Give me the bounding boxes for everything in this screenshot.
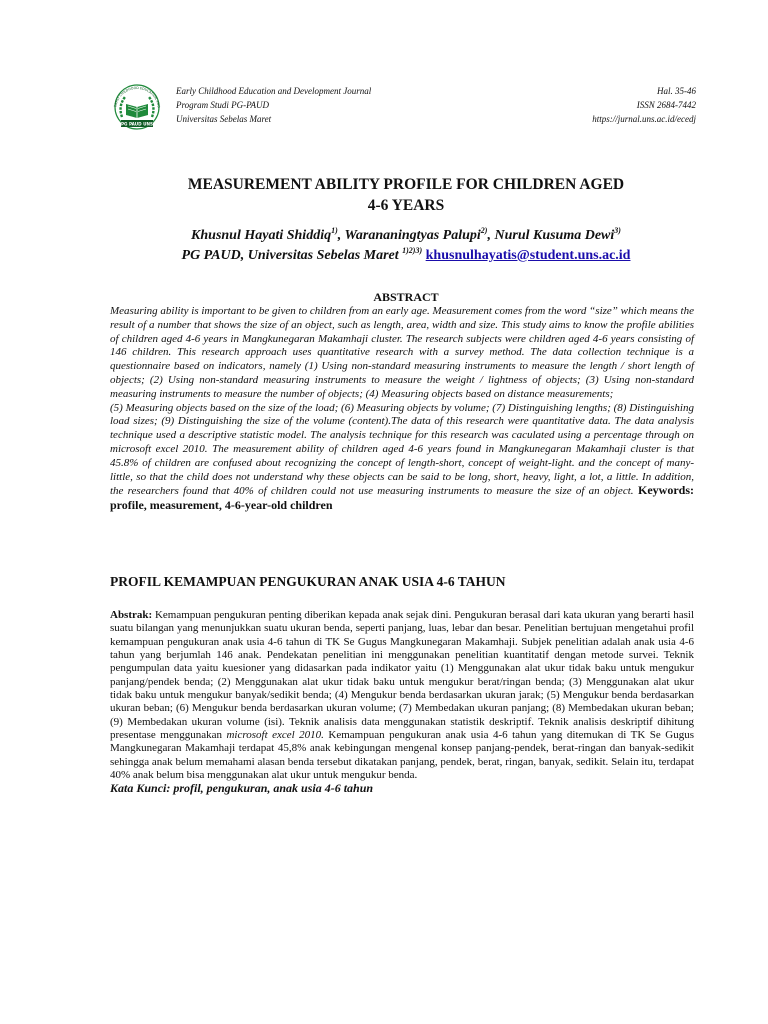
author-2: Warananingtyas Palupi [344,228,481,243]
author-2-marker: 2) [480,226,488,235]
abstrak-label: Abstrak: [110,609,153,621]
indonesian-text-2: Kemampuan pengukuran anak usia 4-6 tahun yang ditemukan di TK Se Gugus Mangkunegaran Makamhaji terdapat 45,8% anak kebingungan mengenal konsep panjang-pendek, berat-ringan dan banyak-sedikit sehingga anak belum memahami alasan benda tersebut dikatakan panjang, pendek, berat, ringan, banyak, sedikit. Selain itu, terdapat 40% anak belum bisa menggunakan alat ukur untuk mengukur benda. [110,729,695,782]
logo-ribbon-text: PG PAUD UNS [120,121,154,127]
issn: ISSN 2684-7442 [636,100,696,110]
author-3: Nurul Kusuma Dewi [494,228,615,243]
book-laurel-icon [108,84,166,132]
affiliation-line [108,246,704,266]
paper-title [108,174,704,216]
abstract-paragraph-2-text: (5) Measuring objects based on the size of the load; (6) Measuring objects by volume; (7) Distinguishing lengths; (8) Distinguishing load sizes; (9) Distinguishing the size of the volume (content).The data of this research were quantitative data. The data analysis technique used a descriptive statistic model. The analysis technique for this research was caculated using a percentage through on microsoft excel 2010. The measurement ability of children aged 4-6 years found in Mangkunegaran Makamhaji cluster is that 45.8% of children are confused about recognizing the concept of length-short, concept of weight-light. and the concept of many-little, so that the child does not understand why these objects can be said to be long, short, heavy, light, a lot, a little. In addition, the researchers found that 40% of children could not use measuring instruments to measure the size of an object. [110,401,694,498]
university-name: Universitas Sebelas Maret [176,114,272,124]
journal-name: Early Childhood Education and Development Journal [176,86,372,96]
indonesian-abstract [110,609,694,796]
english-keywords: Keywords: profile, measurement, 4-6-year-old children [110,483,694,513]
abstract-heading: ABSTRACT [373,290,439,304]
affiliation-markers: 1)2)3) [402,246,423,255]
journal-info-right [592,84,696,126]
author-separator: , [337,228,345,243]
journal-logo [108,84,166,132]
author-1: Khusnul Hayati Shiddiq [191,228,332,243]
author-line [108,226,704,246]
affiliation: PG PAUD, Universitas Sebelas Maret [181,248,403,263]
journal-url: https://jurnal.uns.ac.id/ecedj [592,114,696,124]
journal-header [108,84,696,132]
title-line-1: MEASUREMENT ABILITY PROFILE FOR CHILDREN AGED [187,176,625,193]
abstract-paragraph-2 [110,402,694,514]
indonesian-title: PROFIL KEMAMPUAN PENGUKURAN ANAK USIA 4-6 TAHUN [110,574,506,589]
program-name: Program Studi PG-PAUD [176,100,269,110]
page-range: Hal. 35-46 [657,86,696,96]
author-3-marker: 3) [614,226,621,235]
abstract-paragraph-1: Measuring ability is important to be given to children from an early age. Measurement comes from the word “size” which means the result of a number that shows the size of an object, such as length, area, width and size. This study aims to know the profile abilities of children aged 4-6 years in Mangkunegaran Makamhaji cluster. The research subjects were children aged 4-6 years consisting of 146 children. This research approach uses quantitative research with a survey method. The data collection technique is a questionnaire based on indicators, namely (1) Using non-standard measuring instruments to measure the length / short length of objects; (2) Using non-standard measuring instruments to measure the weight / lightness of objects; (3) Using non-standard measuring instruments to measure the number of objects; (4) Measuring objects based on distance measurements; [110,305,694,400]
logo-arc-text: EARLY CHILDHOOD EDUCATION AND [113,85,161,109]
journal-info-left [176,84,371,126]
author-separator: , [487,228,495,243]
author-email-link[interactable]: khusnulhayatis@student.uns.ac.id [425,248,631,263]
english-abstract [110,305,694,514]
author-block [108,226,704,266]
author-1-marker: 1) [331,226,338,235]
title-line-2: 4-6 YEARS [367,197,445,214]
indonesian-text-1: Kemampuan pengukuran penting diberikan kepada anak sejak dini. Pengukuran berasal dari kata ukuran yang berarti hasil suatu bilangan yang menunjukkan suatu ukuran benda, seperti panjang, luas, lebar dan besar. Penelitian bertujuan mengetahui profil kemampuan pengukuran anak usia 4-6 tahun di TK Se Gugus Mangkunegaran Makamhaji. Subjek penelitian adalah anak usia 4-6 tahun yang berjumlah 146 anak. Pendekatan penelitian ini menggunakan penelitian kuantitatif dengan metode survei. Teknik pengumpulan data yaitu kuesioner yang didasarkan pada indikator yaitu (1) Menggunakan alat ukur tidak baku untuk mengukur panjang/pendek benda; (2) Menggunakan alat ukur tidak baku untuk mengukur berat/ringan benda; (3) Menggunakan alat ukur tidak baku untuk mengukur banyak/sedikit benda; (4) Mengukur benda berdasarkan ukuran jarak; (5) Mengukur benda berdasarkan ukuran beban; (6) Mengukur benda berdasarkan ukuran volume; (7) Membedakan ukuran panjang; (8) Membedakan ukuran beban; (9) Membedakan ukuran volume (isi). Teknik analisis data menggunakan statistik deskriptif. Teknik analisis deskriptif dihitung presentase menggunakan [110,609,694,742]
software-name: microsoft excel 2010. [226,729,324,742]
indonesian-keywords: Kata Kunci: profil, pengukuran, anak usia 4-6 tahun [110,781,374,796]
indonesian-abstract-body [110,609,694,782]
